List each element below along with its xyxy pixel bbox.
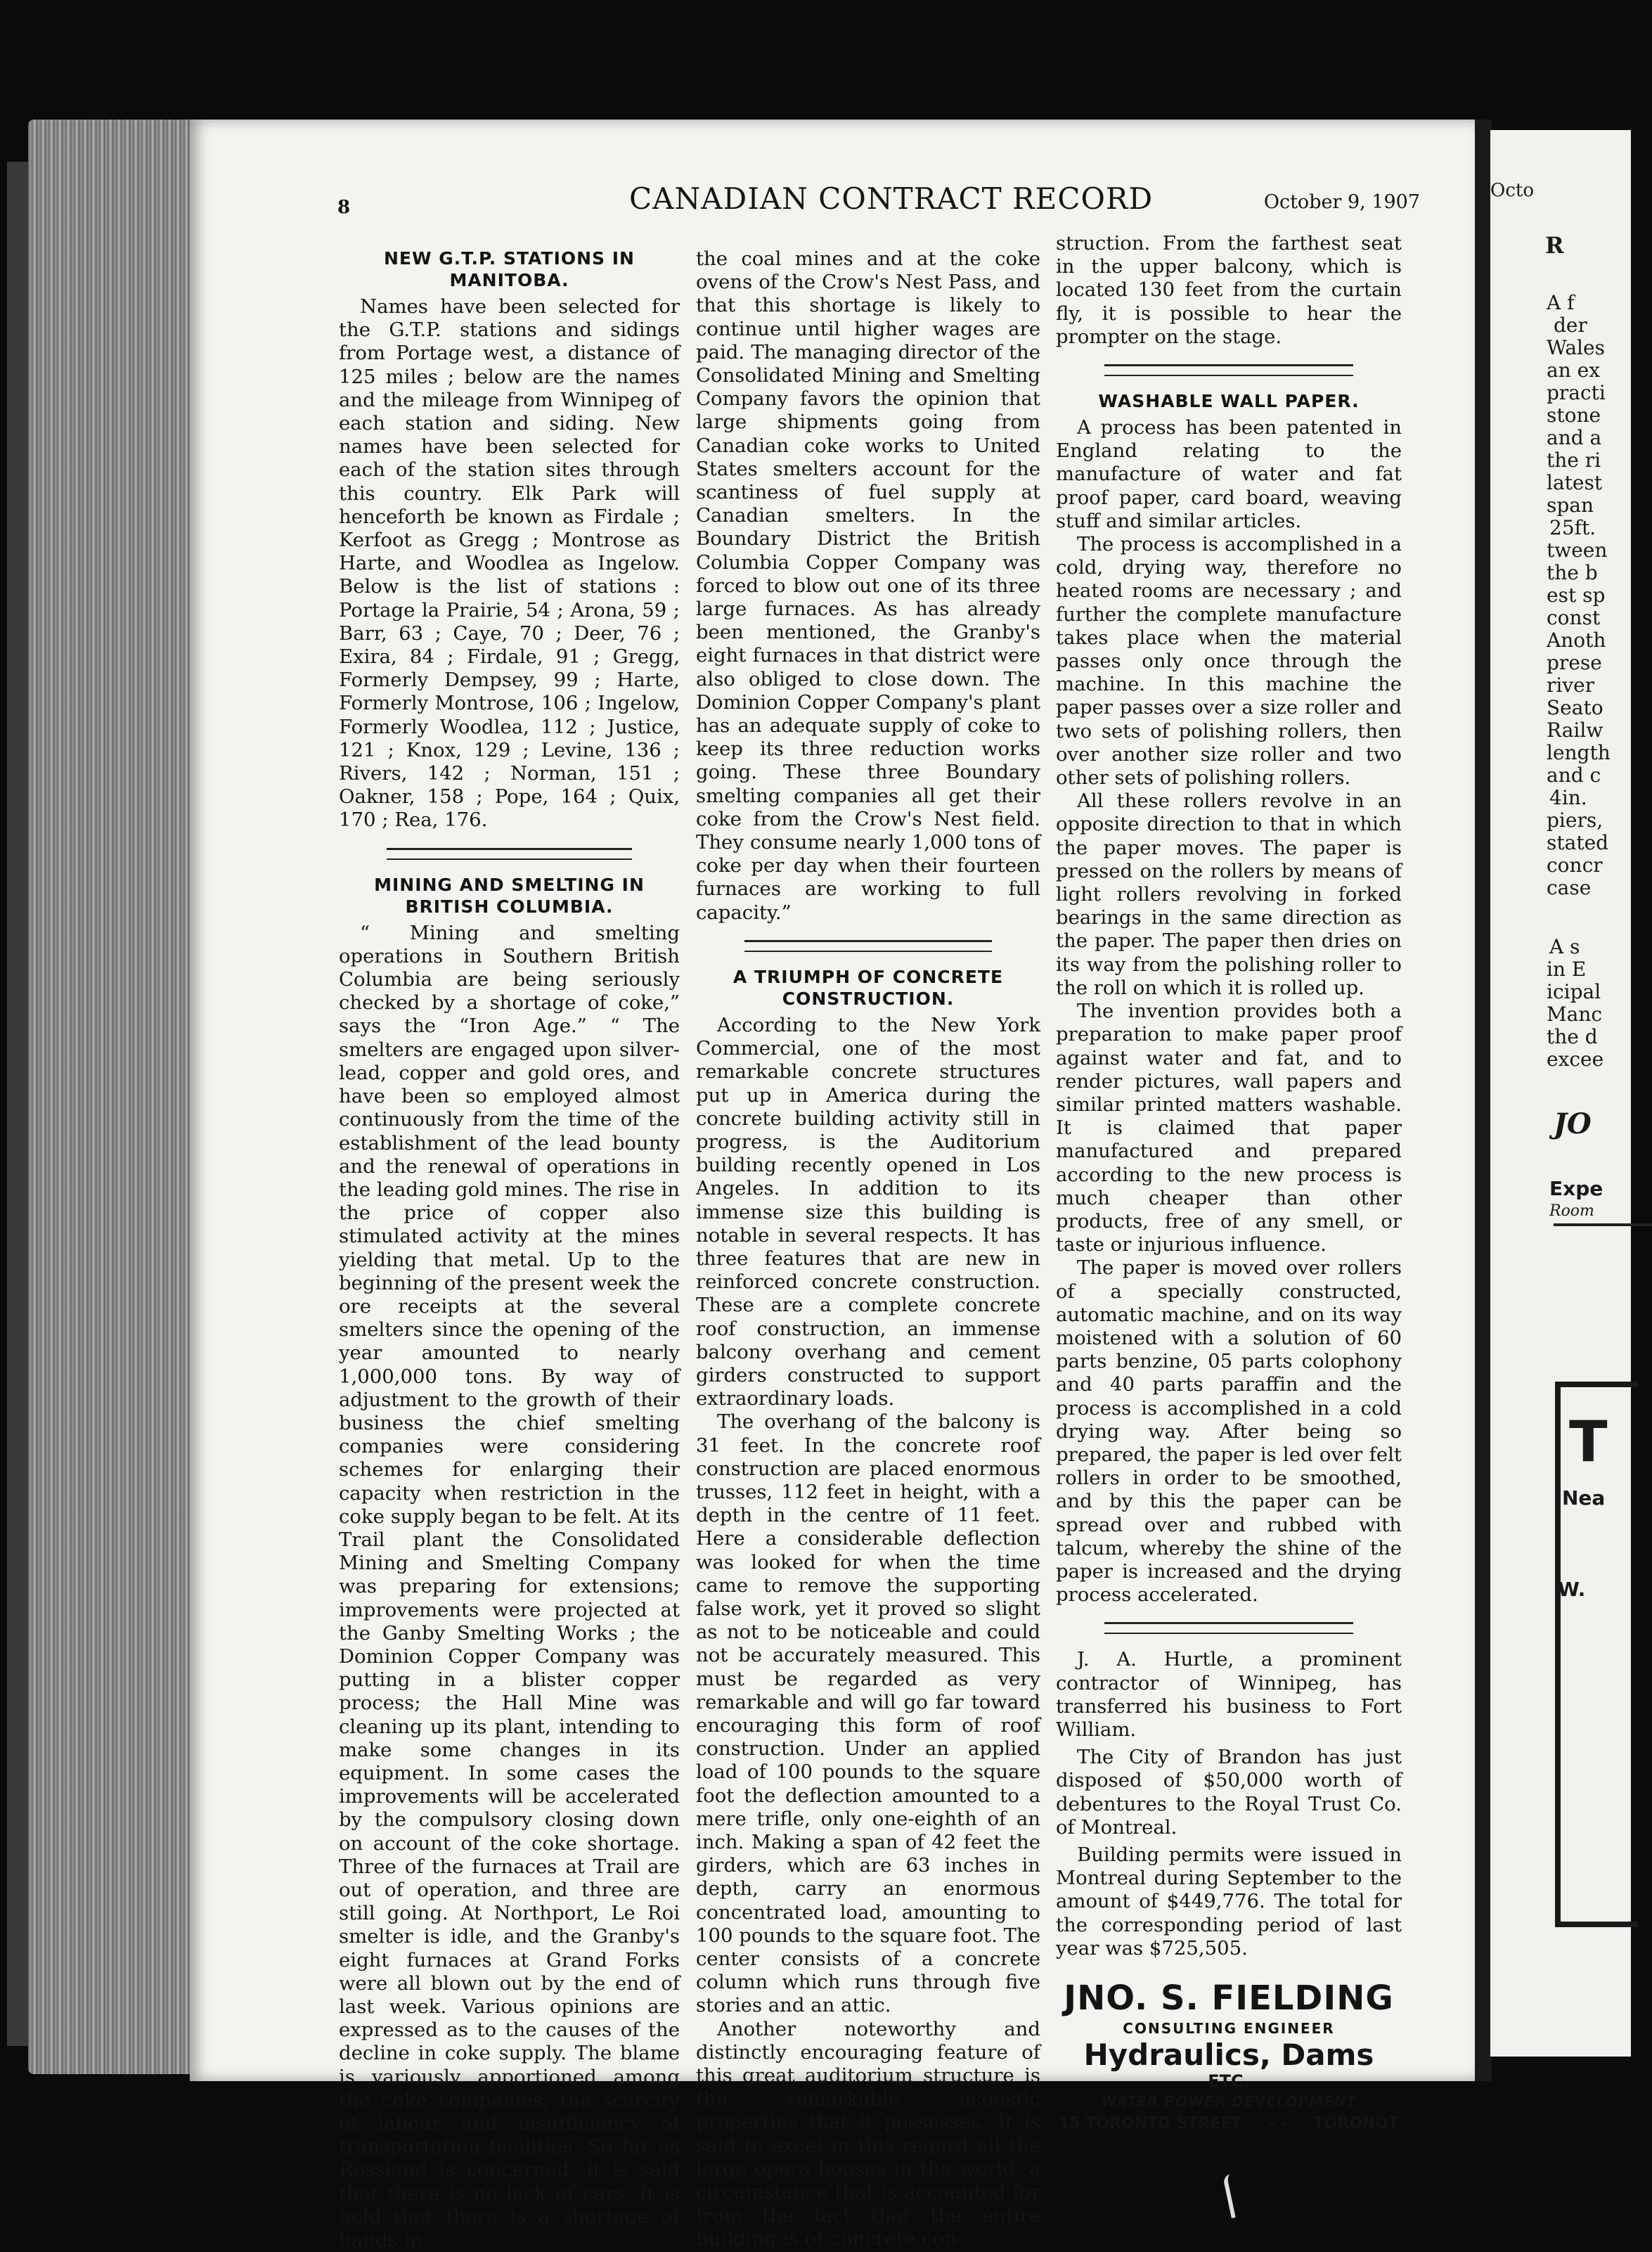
article-divider — [387, 848, 632, 860]
right-page-line-fragment: Room — [1549, 1202, 1594, 1220]
right-page-line-fragment: Seato — [1547, 696, 1603, 719]
right-page-line-fragment: stated — [1547, 831, 1609, 854]
page-number: 8 — [337, 197, 351, 218]
right-page-line-fragment: A f — [1547, 291, 1575, 314]
right-page-line-fragment: and a — [1547, 426, 1602, 449]
article-divider — [744, 940, 993, 952]
right-page-line-fragment: piers, — [1547, 809, 1603, 832]
ad-name: JNO. S. FIELDING — [1064, 1978, 1394, 2019]
column-2 — [696, 247, 1040, 2251]
right-page-ad-box — [1555, 1382, 1638, 1927]
article-continuation-concrete: struction. From the farthest seat in the upper balcony, which is located 130 feet from the curtain fly, it is possible to hear the prompter on the stage. — [1056, 232, 1402, 348]
column-1 — [339, 247, 680, 2252]
right-page-line-fragment: prese — [1547, 651, 1602, 674]
right-page-date-fragment: Octo — [1490, 180, 1534, 201]
publication-title: CANADIAN CONTRACT RECORD — [629, 181, 1154, 216]
right-page-line-fragment: est sp — [1547, 584, 1606, 607]
right-page-line-fragment: Wales — [1547, 336, 1605, 359]
article-title-mining-smelting: MINING AND SMELTING IN BRITISH COLUMBIA. — [374, 874, 645, 917]
ad-address: 15 TORONTO STREET — [1059, 2115, 1242, 2133]
ad-city: TORONOT — [1313, 2115, 1399, 2133]
right-page-line-fragment: Anoth — [1547, 629, 1606, 652]
right-page-line-fragment: 4in. — [1549, 786, 1587, 809]
right-page-line-fragment: the ri — [1547, 449, 1601, 472]
scan-artifact — [1222, 2170, 1256, 2218]
article-paragraph: All these rollers revolve in an opposite direction to that in which the paper moves. The paper is pressed on the rollers by means of light rollers revolving in forked bearings in the same direction as the paper. The paper then dries on its way from the polishing roller to the roll on which it is rolled up. — [1056, 790, 1402, 999]
right-page-fragment — [1490, 130, 1631, 2057]
article-paragraph: Another noteworthy and distinctly encouraging feature of this great auditorium structure is the remarkable acoustic properties that it possesses. It is said to excel in this regard all the large opera houses in the world, a circumstance that is accounted for from the fact that the entire building is of concrete con- — [696, 2017, 1040, 2251]
news-item-hurtle: J. A. Hurtle, a prominent contractor of Winnipeg, has transferred his business to Fort William. — [1056, 1648, 1402, 1741]
right-page-line-fragment: the d — [1547, 1025, 1598, 1048]
right-page-heading-fragment: R — [1545, 232, 1564, 259]
right-page-line-fragment: Nea — [1562, 1486, 1606, 1510]
article-body-mining-smelting: “ Mining and smelting operations in Southern British Columbia are being seriously checked by a shortage of coke,” says the “Iron Age.” “ The smelters are engaged upon silver-lead, copper and gold ores, and have been so employed almost continuously from the time of the establishment of the lead bounty and the renewal of operations in the leading gold mines. The rise in the price of copper also stimulated activity at the mines yielding that metal. Up to the beginning of the present week the ore receipts at the several smelters since the opening of the year amounted to nearly 1,000,000 tons. By way of adjustment to the growth of their business the chief smelting companies were considering schemes for enlarging their capacity when restriction in the coke supply began to be felt. At its Trail plant the Consolidated Mining and Smelting Company was preparing for extensions; improvements were projected at the Ganby Smelting Works ; the Dominion Copper Company was putting in a blister copper process; the Hall Mine was cleaning up its plant, intending to make some changes in its equipment. In some cases the improvements will be accelerated by the compulsory closing down on account of the coke shortage. Three of the furnaces at Trail are out of operation, and three are still going. At Northport, Le Roi smelter is idle, and the Granby's eight furnaces at Grand Forks were all blown out by the end of last week. Various opinions are expressed as to the causes of the decline in coke supply. The blame is variously apportioned among the coke companies, the scarcity of labour and insufficiency of transportation facilities. So far as Rossland is concerned, it is said that there is no lack of cars. It is held that there is a shortage of hands in — [339, 921, 680, 2252]
advertisement-fielding — [1056, 1978, 1402, 2136]
news-item-brandon: The City of Brandon has just disposed of $50,000 worth of debentures to the Royal Trust Co. of Montreal. — [1056, 1746, 1402, 1839]
article-paragraph: According to the New York Commercial, one of the most remarkable concrete structures put up in America during the concrete building activity still in progress, is the Auditorium building recently opened in Los Angeles. In addition to its immense size this building is notable in several respects. It has three features that are new in reinforced concrete construction. These are a complete concrete roof construction, an immense balcony overhang and cement girders constructed to support extraordinary loads. — [696, 1013, 1040, 1410]
right-page-line-fragment: tween — [1547, 539, 1608, 562]
right-page-line-fragment: A s — [1549, 935, 1580, 958]
right-page-line-fragment: Expe — [1549, 1177, 1603, 1200]
right-page-line-fragment: const — [1547, 606, 1601, 629]
right-page-rule — [1554, 1223, 1652, 1226]
article-title-concrete-triumph: A TRIUMPH OF CONCRETE CONSTRUCTION. — [733, 966, 1004, 1009]
right-page-line-fragment: icipal — [1547, 980, 1601, 1003]
news-item-building-permits: Building permits were issued in Montreal during September to the amount of $449,776. The total for the corresponding period of last year was $725,505. — [1056, 1844, 1402, 1960]
right-page-line-fragment: an ex — [1547, 359, 1600, 382]
article-paragraph: The process is accomplished in a cold, drying way, therefore no heated rooms are necessary ; and further the complete manufacture takes place when the material passes only once through the machine. In this machine the paper passes over a size roller and two sets of polishing rollers, then over another size roller and two other sets of polishing rollers. — [1056, 533, 1402, 790]
page-header — [337, 181, 1420, 231]
ad-specialty: WATER POWER DEVELOPMENT — [1100, 2093, 1357, 2111]
ad-etc: ETC. — [1208, 2071, 1250, 2092]
ad-dashes: - - — [1268, 2115, 1287, 2133]
right-page-line-fragment: river — [1547, 674, 1595, 697]
right-page-line-fragment: in E — [1547, 958, 1587, 981]
issue-date: October 9, 1907 — [1263, 191, 1420, 213]
right-page-line-fragment: case — [1547, 876, 1592, 899]
right-page-line-fragment: der — [1554, 314, 1587, 337]
article-title-washable-wall-paper: WASHABLE WALL PAPER. — [1098, 391, 1360, 412]
right-page-line-fragment: length — [1547, 741, 1611, 764]
article-divider — [1104, 364, 1353, 376]
ad-address-line — [1056, 2112, 1402, 2136]
article-paragraph: A process has been patented in England relating to the manufacture of water and fat proof paper, card board, weaving stuff and similar articles. — [1056, 416, 1402, 532]
right-page-line-fragment: Manc — [1547, 1003, 1603, 1026]
column-3 — [1056, 232, 1402, 2136]
article-title-gtp-stations: NEW G.T.P. STATIONS IN MANITOBA. — [384, 248, 635, 290]
article-continuation-mining-smelting: the coal mines and at the coke ovens of the Crow's Nest Pass, and that this shortage is likely to continue until higher wages are paid. The managing director of the Consolidated Mining and Smelting Company favors the opinion that large shipments going from Canadian coke works to United States smelters account for the scantiness of fuel supply at Canadian smelters. In the Boundary District the British Columbia Copper Company was forced to blow out one of its three large furnaces. As has already been mentioned, the Granby's eight furnaces in that district were also obliged to close down. The Dominion Copper Company's plant has an adequate supply of coke to keep its three reduction works going. These three Boundary smelting companies all get their coke from the Crow's Nest field. They consume nearly 1,000 tons of coke per day when their fourteen furnaces are working to full capacity.” — [696, 247, 1040, 924]
article-divider — [1104, 1622, 1353, 1634]
book-gutter — [1475, 120, 1492, 2081]
page-stack-edge — [28, 120, 211, 2074]
article-paragraph: The paper is moved over rollers of a specially constructed, automatic machine, and on its way moistened with a solution of 60 parts benzine, 05 parts colophony and 40 parts paraffin and the process is accomplished in a cold drying way. After being so prepared, the paper is led over felt rollers in order to be smoothed, and by this the paper can be spread over and rubbed with talcum, whereby the shine of the paper is increased and the drying process accelerated. — [1056, 1256, 1402, 1607]
article-body-gtp-stations: Names have been selected for the G.T.P. stations and sidings from Portage west, a distance of 125 miles ; below are the names and the mileage from Winnipeg of each station and siding. New names have been selected for each of the station sites through this country. Elk Park will henceforth be known as Firdale ; Kerfoot as Gregg ; Montrose as Harte, and Woodlea as Ingelow. Below is the list of stations : Portage la Prairie, 54 ; Arona, 59 ; Barr, 63 ; Caye, 70 ; Deer, 76 ; Exira, 84 ; Firdale, 91 ; Gregg, Formerly Dempsey, 99 ; Harte, Formerly Montrose, 106 ; Ingelow, Formerly Woodlea, 112 ; Justice, 121 ; Knox, 129 ; Levine, 136 ; Rivers, 142 ; Norman, 151 ; Oakner, 158 ; Pope, 164 ; Quix, 170 ; Rea, 176. — [339, 295, 680, 832]
right-page-line-fragment: 25ft. — [1549, 516, 1596, 539]
right-page-line-fragment: practi — [1547, 381, 1606, 404]
right-page-line-fragment: concr — [1547, 854, 1603, 877]
right-page-line-fragment: span — [1547, 494, 1594, 517]
right-page-line-fragment: the b — [1547, 561, 1598, 584]
right-page-line-fragment: Railw — [1547, 719, 1603, 742]
article-paragraph: The overhang of the balcony is 31 feet. In the concrete roof construction are placed enormous trusses, 112 feet in height, with a depth in the centre of 11 feet. Here a considerable deflection was looked for when the time came to remove the supporting false work, yet it proved so slight as not to be noticeable and could not be accurately measured. This must be regarded as very remarkable and will go far toward encouraging this form of roof construction. Under an applied load of 100 pounds to the square foot the deflection amounted to a mere trifle, only one-eighth of an inch. Making a span of 42 feet the girders, which are 63 inches in depth, carry an enormous concentrated load, amounting to 100 pounds to the square foot. The center consists of a concrete column which runs through five stories and an attic. — [696, 1410, 1040, 2017]
right-page-line-fragment: stone — [1547, 404, 1601, 427]
right-page-line-fragment: JO — [1554, 1107, 1592, 1140]
ad-services: Hydraulics, Dams — [1083, 2038, 1374, 2073]
right-page-line-fragment: T — [1569, 1409, 1608, 1474]
right-page-line-fragment: W. — [1558, 1578, 1586, 1601]
right-page-line-fragment: excee — [1547, 1048, 1604, 1071]
right-page-line-fragment: and c — [1547, 764, 1601, 787]
article-paragraph: The invention provides both a preparation to make paper proof against water and fat, and to render pictures, wall papers and similar printed matters washable. It is claimed that paper manufactured and prepared according to the new process is much cheaper than other products, free of any smell, or taste or injurious influence. — [1056, 1000, 1402, 1256]
right-page-line-fragment: latest — [1547, 471, 1603, 494]
ad-title: CONSULTING ENGINEER — [1123, 2020, 1335, 2038]
